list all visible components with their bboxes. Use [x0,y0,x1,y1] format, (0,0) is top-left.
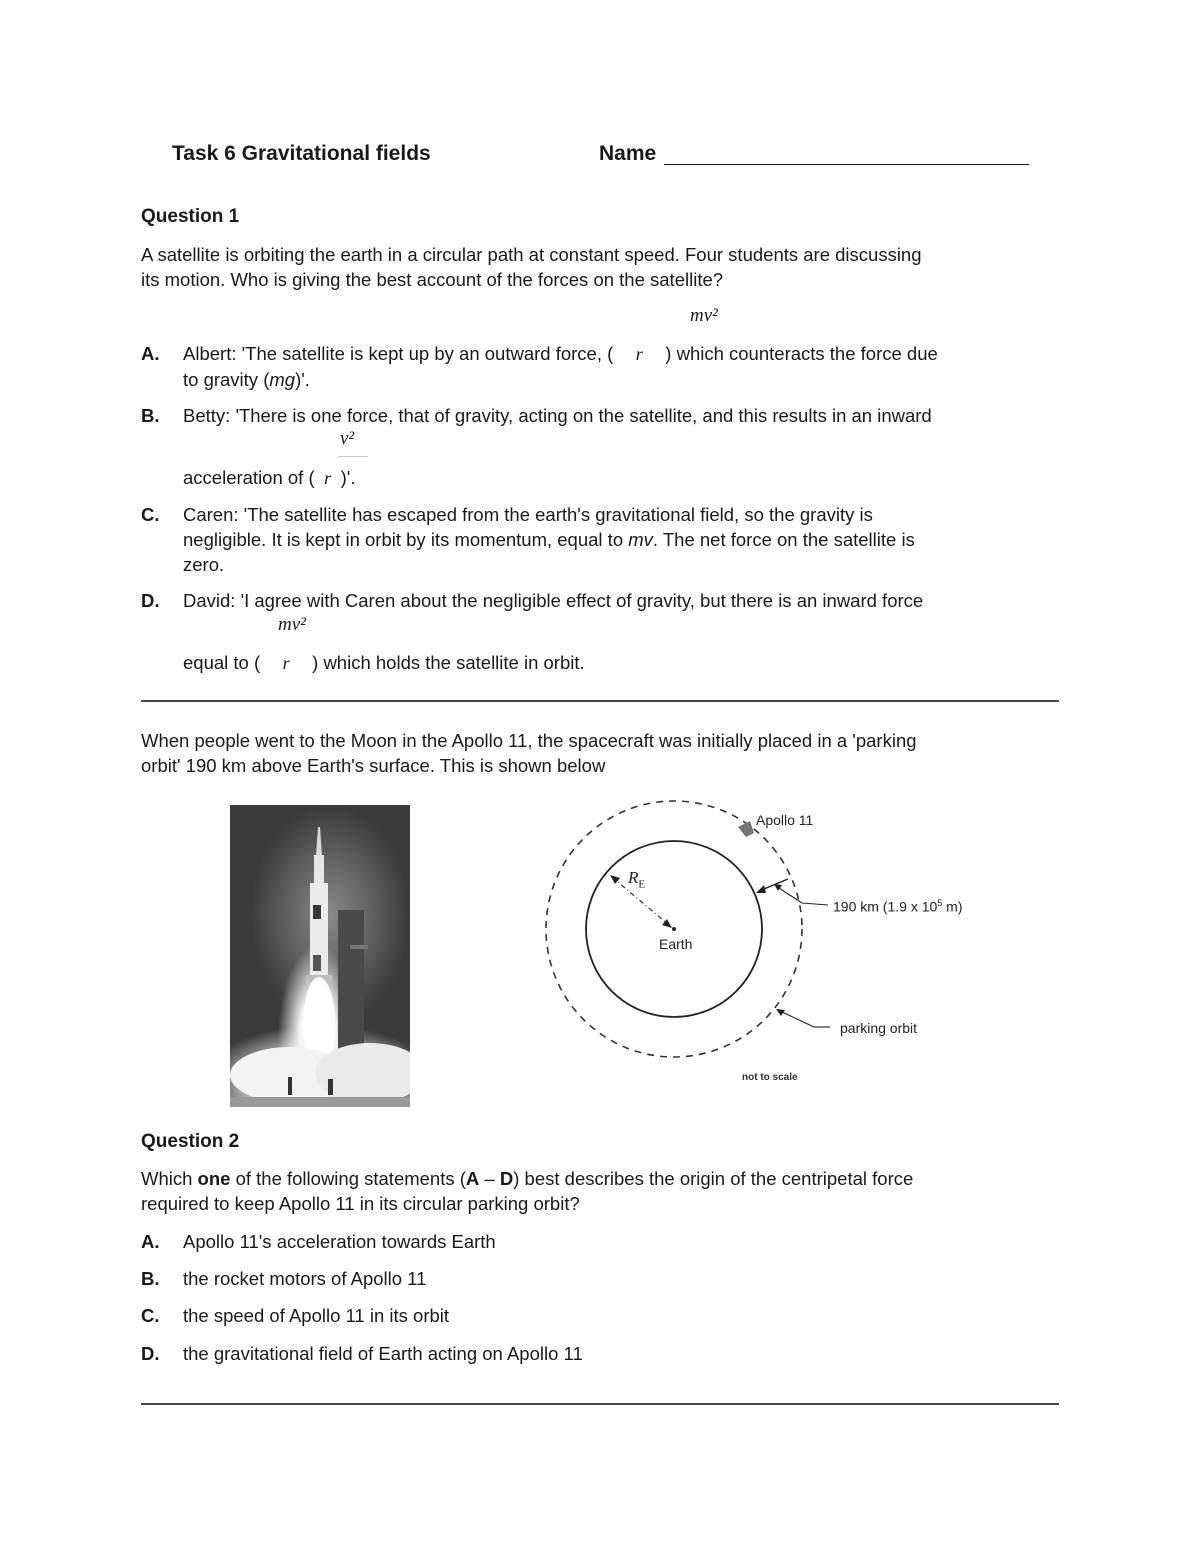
option-b-line2-pre: acceleration of ( [183,467,315,488]
q1-option-a[interactable] [141,341,1071,393]
option-b-line2-post: )'. [340,467,356,488]
not-to-scale-note: not to scale [742,1072,798,1083]
orbit-leader-line [780,1011,814,1027]
option-a-fraction-denominator: r [635,344,643,364]
q2-option-d[interactable] [141,1341,1071,1366]
q2-stem-emphasis: one [197,1168,231,1189]
option-a-fraction-numerator: mv² [690,305,718,326]
option-a-text-pre: Albert: 'The satellite is kept up by an outward force, ( [183,343,614,364]
option-d-line-2 [183,650,783,676]
question-2-heading: Question 2 [141,1131,240,1152]
option-c-line-3: zero. [183,554,225,575]
option-d-line2-post: ) which holds the satellite in orbit. [312,652,585,673]
earth-radius-label [628,868,645,890]
option-text: the rocket motors of Apollo 11 [183,1268,427,1289]
context-line-2: orbit' 190 km above Earth's surface. This is shown below [141,755,606,776]
altitude-unit: m) [942,898,963,915]
apollo-11-launch-photo [230,805,410,1107]
q1-option-c[interactable] [141,502,1071,578]
q2-option-c[interactable] [141,1303,1071,1328]
name-label: Name [599,142,657,165]
rocket-illustration-icon [230,805,410,1107]
option-c-mv: mv [628,529,653,550]
q2-stem-line-2: required to keep Apollo 11 in its circular parking orbit? [141,1193,580,1214]
q2-stem-dash: – [479,1168,500,1189]
q2-stem-post: ) best describes the origin of the centripetal force [513,1168,914,1189]
section-divider [141,700,1059,702]
altitude-exponent: 5 [937,898,943,908]
radius-arrowhead-inner [662,919,672,928]
option-letter: C. [141,1305,160,1326]
option-d-line2-pre: equal to ( [183,652,261,673]
option-letter: A. [141,1231,160,1252]
option-text: the gravitational field of Earth acting on Apollo 11 [183,1343,583,1364]
name-field-line[interactable] [664,164,1029,165]
q2-option-a[interactable] [141,1229,1071,1254]
parking-orbit-diagram [540,795,980,1095]
section-divider [141,1403,1059,1405]
option-c-line-1: Caren: 'The satellite has escaped from the earth's gravitational field, so the gravity is [183,504,873,525]
option-c-line2-pre: negligible. It is kept in orbit by its momentum, equal to [183,529,629,550]
option-a-text-post: ) which counteracts the force due [665,343,938,364]
option-d-fraction-denominator: r [282,653,290,673]
option-b-line-1: Betty: 'There is one force, that of gravity, acting on the satellite, and this results in an inward [183,405,932,426]
option-a-mg: mg [269,369,296,390]
option-letter: A. [141,343,160,364]
question-2-stem [141,1166,1071,1216]
radius-symbol: R [628,868,639,887]
option-c-line2-post: . The net force on the satellite is [652,529,915,550]
question-1-stem-line-1: A satellite is orbiting the earth in a circular path at constant speed. Four students are discussing [141,244,922,265]
option-text: Apollo 11's acceleration towards Earth [183,1231,496,1252]
q2-option-b[interactable] [141,1266,1071,1291]
option-a-line2-post: )'. [295,369,310,390]
apollo-context-paragraph [141,728,1071,778]
option-d-fraction-numerator: mv² [278,614,306,635]
option-b-fraction-denominator: r [324,468,332,488]
fraction-bar [338,456,368,457]
option-letter: B. [141,1268,160,1289]
option-b-fraction-numerator: v² [340,428,355,449]
question-1-stem [141,242,1071,292]
option-letter: C. [141,504,160,525]
radius-subscript: E [638,878,646,891]
q2-stem-pre: Which [141,1168,198,1189]
option-d-line-1: David: 'I agree with Caren about the negligible effect of gravity, but there is an inward force [183,590,924,611]
option-a-line2-pre: to gravity ( [183,369,270,390]
apollo-11-spacecraft-icon [738,821,754,837]
option-letter: D. [141,590,160,611]
earth-label: Earth [659,936,693,952]
context-line-1: When people went to the Moon in the Apollo 11, the spacecraft was initially placed in a 'parking [141,730,917,751]
option-b-line-2 [183,465,583,491]
q2-stem-d: D [499,1168,514,1189]
option-text: the speed of Apollo 11 in its orbit [183,1305,450,1326]
parking-orbit-label: parking orbit [840,1020,918,1036]
earth-center-dot [672,927,676,931]
q2-stem-a: A [465,1168,480,1189]
worksheet-title: Task 6 Gravitational fields [172,142,431,165]
question-1-stem-line-2: its motion. Who is giving the best account of the forces on the satellite? [141,269,724,290]
altitude-leader-line [776,886,802,903]
question-1-heading: Question 1 [141,206,240,227]
apollo-11-label: Apollo 11 [756,812,814,828]
altitude-label [833,898,963,915]
altitude-text: 190 km (1.9 x 10 [833,898,938,915]
q2-stem-mid: of the following statements ( [230,1168,466,1189]
option-letter: B. [141,405,160,426]
option-letter: D. [141,1343,160,1364]
